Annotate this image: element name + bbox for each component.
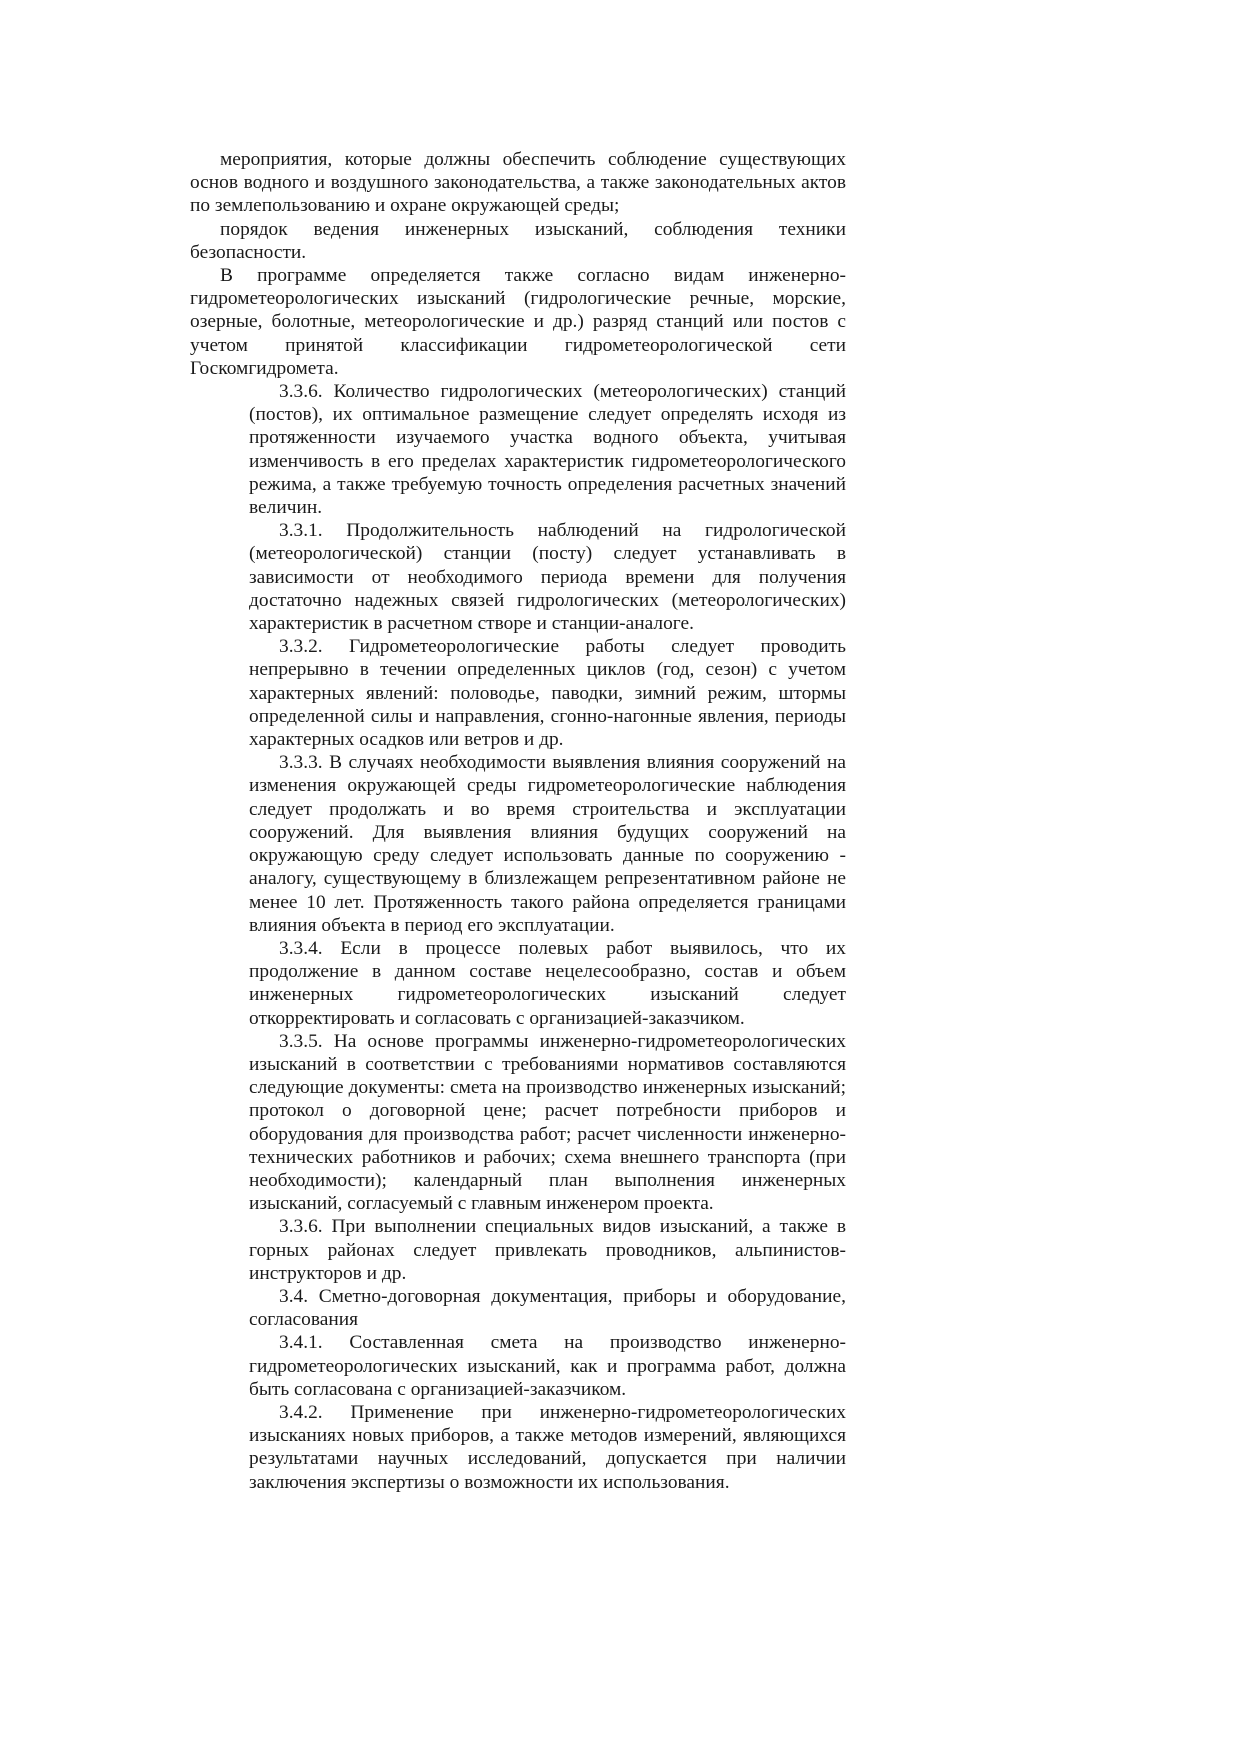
paragraph-3-3-2: 3.3.2. Гидрометеорологические работы следует проводить непрерывно в течении определенных циклов (год, сезон) с учетом характерных явлений: половодье, паводки, зимний режим, штормы определенной силы и направления, сгонно-нагонные явления, периоды характерных осадков или ветров и др. (249, 636, 846, 751)
paragraph-program: В программе определяется также согласно видам инженерно-гидрометеорологических изысканий (гидрологические речные, морские, озерные, болотные, метеорологические и др.) разряд станций или постов с учетом принятой классификации гидрометеорологической сети Госкомгидромета. (190, 265, 846, 379)
paragraph-3-3-6-stations: 3.3.6. Количество гидрологических (метеорологических) станций (постов), их оптимальное размещение следует определять исходя из протяженности изучаемого участка водного объекта, учитывая изменчивость в его пределах характеристик гидрометеорологического режима, а также требуемую точность определения расчетных значений величин. (249, 381, 846, 519)
section-heading-3-4: 3.4. Сметно-договорная документация, приборы и оборудование, согласования (249, 1285, 846, 1331)
paragraph-3-3-6-special: 3.3.6. При выполнении специальных видов изысканий, а также в горных районах следует привлекать проводников, альпинистов-инструкторов и др. (249, 1216, 846, 1284)
paragraph-procedure: порядок ведения инженерных изысканий, соблюдения техники безопасности. (190, 218, 846, 263)
document-body (190, 148, 846, 1494)
paragraph-3-3-3: 3.3.3. В случаях необходимости выявления влияния сооружений на изменения окружающей среды гидрометеорологические наблюдения следует продолжать и во время строительства и эксплуатации сооружений. Для выявления влияния будущих сооружений на окружающую среду следует использовать данные по сооружению - аналогу, существующему в близлежащем репрезентативном районе не менее 10 лет. Протяженность такого района определяется границами влияния объекта в период его эксплуатации. (249, 752, 846, 936)
paragraph-3-4-2: 3.4.2. Применение при инженерно-гидрометеорологических изысканиях новых приборов, а также методов измерений, являющихся результатами научных исследований, допускается при наличии заключения экспертизы о возможности их использования. (249, 1401, 846, 1493)
paragraph-3-4-1: 3.4.1. Составленная смета на производство инженерно-гидрометеорологических изысканий, как и программа работ, должна быть согласована с организацией-заказчиком. (249, 1332, 846, 1400)
paragraph-3-3-4: 3.3.4. Если в процессе полевых работ выявилось, что их продолжение в данном составе нецелесообразно, состав и объем инженерных гидрометеорологических изысканий следует откорректировать и согласовать с организацией-заказчиком. (249, 937, 846, 1029)
paragraph-3-3-1: 3.3.1. Продолжительность наблюдений на гидрологической (метеорологической) станции (посту) следует устанавливать в зависимости от необходимого периода времени для получения достаточно надежных связей гидрологических (метеорологических) характеристик в расчетном створе и станции-аналоге. (249, 520, 846, 635)
paragraph-3-3-5: 3.3.5. На основе программы инженерно-гидрометеорологических изысканий в соответствии с требованиями нормативов составляются следующие документы: смета на производство инженерных изысканий; протокол о договорной цене; расчет потребности приборов и оборудования для производства работ; расчет численности инженерно-технических работников и рабочих; схема внешнего транспорта (при необходимости); календарный план выполнения инженерных изысканий, согласуемый с главным инженером проекта. (249, 1030, 846, 1215)
paragraph-measures: мероприятия, которые должны обеспечить соблюдение существующих основ водного и воздушного законодательства, а также законодательных актов по землепользованию и охране окружающей среды; (190, 149, 846, 217)
